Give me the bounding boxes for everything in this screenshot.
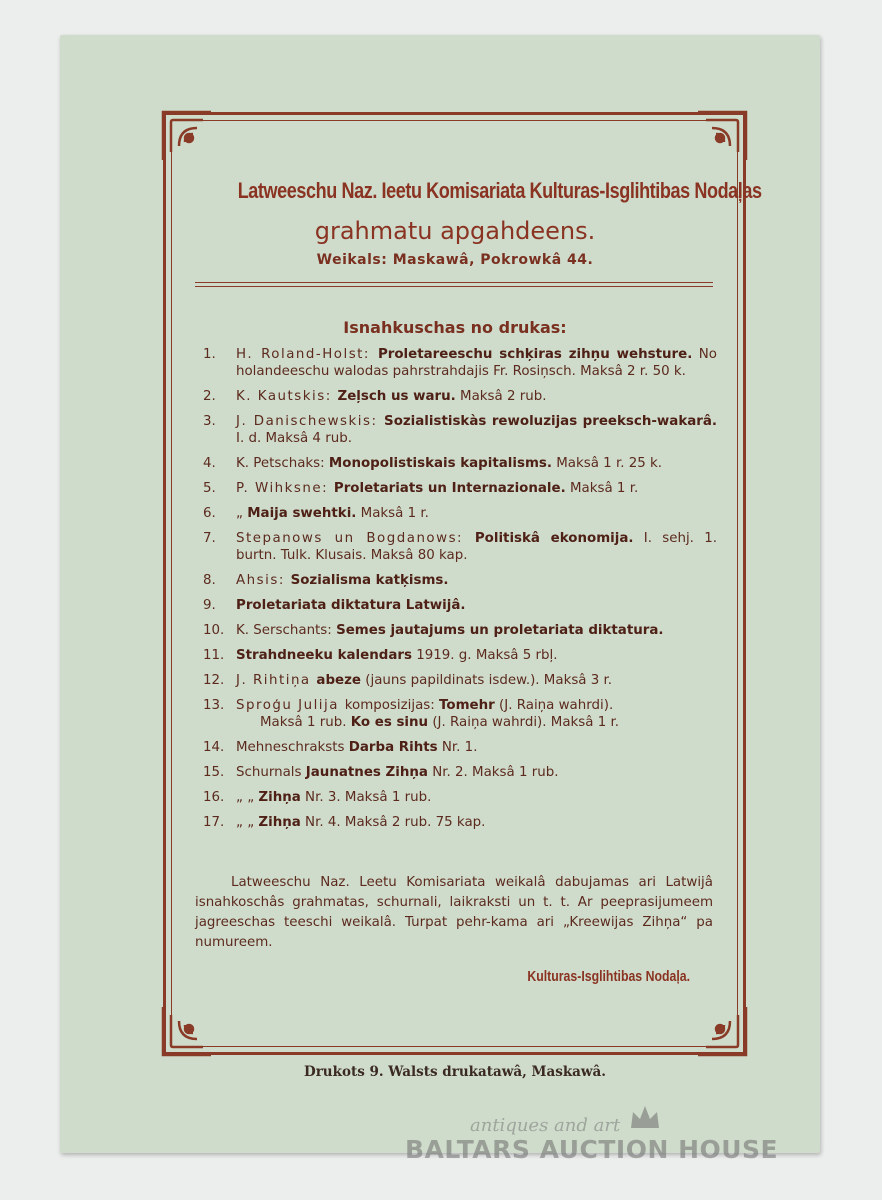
item-number: 4. [203,456,216,471]
item-text: K. Serschants: [236,623,337,638]
book-title: Sozialistiskàs rewoluzijas preeksch-wakarâ. [384,414,717,429]
book-title: Politiskâ ekonomija. [474,531,634,546]
item-text: K. Petschaks: [236,456,329,471]
book-title: Monopolistiskais kapitalisms. [328,456,552,471]
item-body [236,789,717,806]
list-item [195,764,717,781]
item-text: (J. Raiņa wahrdi). [494,698,614,713]
item-number: 13. [203,698,225,713]
shop-address: Weikals: Maskawâ, Pokrowkâ 44. [316,252,594,268]
list-item [195,530,717,564]
corner-ornament-icon [694,108,750,164]
item-text: Mehneschraksts [236,740,349,755]
item-body [236,764,717,781]
item-text: Maksâ 1 r. [565,481,639,496]
item-text: No holandeeschu walodas pahrstrahdajis Fr. Rosiņsch. Maksâ 2 r. 50 k. [236,347,717,379]
item-text: Nr. 1. [437,740,478,755]
item-text: Nr. 3. Maksâ 1 rub. [300,790,432,805]
book-title: Maija swehtki. [247,506,357,521]
item-text: Maksâ 1 r. [356,506,429,521]
item-text: I. sehj. 1. burtn. Tulk. Klusais. Maksâ 80 kap. [236,531,717,563]
item-text: Sproģu Julija [236,698,345,713]
book-title: Semes jautajums un proletariata diktatura. [336,623,664,638]
divider [195,282,713,283]
item-text: 1919. g. Maksâ 5 rbļ. [411,648,558,663]
list-item [195,647,717,664]
item-text: Maksâ 2 rub. [455,389,547,404]
publisher-subtitle: grahmatu apgahdeens. [314,217,596,245]
item-body [236,413,717,447]
item-number: 1. [203,347,216,362]
book-title: Proletariata diktatura Latwijâ. [236,598,466,613]
book-title: Darba Rihts [348,740,438,755]
item-number: 2. [203,389,216,404]
item-body [236,814,717,831]
item-text: komposizijas: [344,698,440,713]
item-body [236,505,717,522]
list-item [195,572,717,589]
list-item [195,505,717,522]
list-item [195,597,717,614]
list-title: Isnahkuschas no drukas: [343,318,567,337]
item-text: Stepanows un Bogdanows: [236,531,475,546]
item-text: Maksâ 1 r. 25 k. [551,456,663,471]
list-item [195,388,717,405]
item-text: (jauns papildinats isdew.). Maksâ 3 r. [361,673,613,688]
item-text: Maksâ 1 rub. [260,715,351,730]
item-body [236,530,717,564]
item-number: 15. [203,765,225,780]
book-title: abeze [316,673,361,688]
watermark-tagline: antiques and art [470,1115,621,1136]
item-number: 9. [203,598,216,613]
list-item [195,622,717,639]
crown-icon [628,1102,662,1132]
item-body [236,597,717,614]
item-number: 12. [203,673,225,688]
item-body [236,480,717,497]
item-number: 3. [203,414,216,429]
item-body [236,346,717,380]
corner-ornament-icon [159,1003,215,1059]
book-list [195,346,717,839]
item-body [236,572,717,589]
item-number: 10. [203,623,225,638]
watermark-brand: BALTARS AUCTION HOUSE [405,1135,779,1164]
book-title: Strahdneeku kalendars [236,648,412,663]
item-text: K. Kautskis: [236,389,338,404]
corner-ornament-icon [159,108,215,164]
item-body [236,455,717,472]
book-title: Proletariats un Internazionale. [333,481,566,496]
book-title: Zeļsch us waru. [337,389,456,404]
book-title: Tomehr [439,698,495,713]
item-body [236,388,717,405]
book-title: Zihņa [258,790,301,805]
item-text: P. Wihksne: [236,481,334,496]
list-item [195,413,717,447]
item-body [236,739,717,756]
item-text: Schurnals [236,765,306,780]
item-text: Ahsis: [236,573,291,588]
item-number: 8. [203,573,216,588]
list-item [195,697,717,731]
book-title: Proletareeschu schķiras zihņu wehsture. [377,347,693,362]
list-item [195,672,717,689]
item-number: 16. [203,790,225,805]
list-item [195,346,717,380]
item-number: 17. [203,815,225,830]
item-text: H. Roland-Holst: [236,347,378,362]
item-number: 11. [203,648,225,663]
list-item [195,455,717,472]
closing-note: Latweeschu Naz. Leetu Komisariata weikalâ dabujamas ari Latwijâ isnahkoschâs grahmatas, schurnali, laikraksti un t. t. Ar peeprasijumeem jagreeschas teeschi weikalâ. Turpat pehr-kama ari „Kreewijas Zihņa“ pa numureem. [195,875,713,950]
book-title: Sozialisma katķisms. [290,573,449,588]
printer-imprint: Drukots 9. Walsts drukatawâ, Maskawâ. [303,1064,606,1080]
item-continuation [236,714,717,731]
item-body [236,622,717,639]
item-number: 7. [203,531,216,546]
item-text: Nr. 2. Maksâ 1 rub. [427,765,559,780]
item-text: Nr. 4. Maksâ 2 rub. 75 kap. [300,815,486,830]
item-text: „ „ [236,790,259,805]
book-title: Jaunatnes Zihņa [305,765,428,780]
item-text: „ [236,506,248,521]
corner-ornament-icon [694,1003,750,1059]
publisher-title: Latweeschu Naz. Ieetu Komisariata Kulturas-Isglihtibas Nodaļas [237,178,762,203]
divider [195,286,713,287]
list-item [195,814,717,831]
item-body [236,672,717,689]
book-title: Zihņa [258,815,301,830]
list-item [195,739,717,756]
item-body [236,647,717,664]
item-text: (J. Raiņa wahrdi). Maksâ 1 r. [428,715,620,730]
item-text: J. Danischewskis: [236,414,385,429]
item-text: J. Rihtiņa [236,673,317,688]
book-title: Ko es sinu [350,715,429,730]
item-body [236,697,717,731]
item-text: „ „ [236,815,259,830]
item-number: 14. [203,740,225,755]
item-number: 5. [203,481,216,496]
item-text: I. d. Maksâ 4 rub. [236,431,352,446]
list-item [195,789,717,806]
signature: Kulturas-Isglihtibas Nodaļa. [527,968,690,985]
item-number: 6. [203,506,216,521]
list-item [195,480,717,497]
